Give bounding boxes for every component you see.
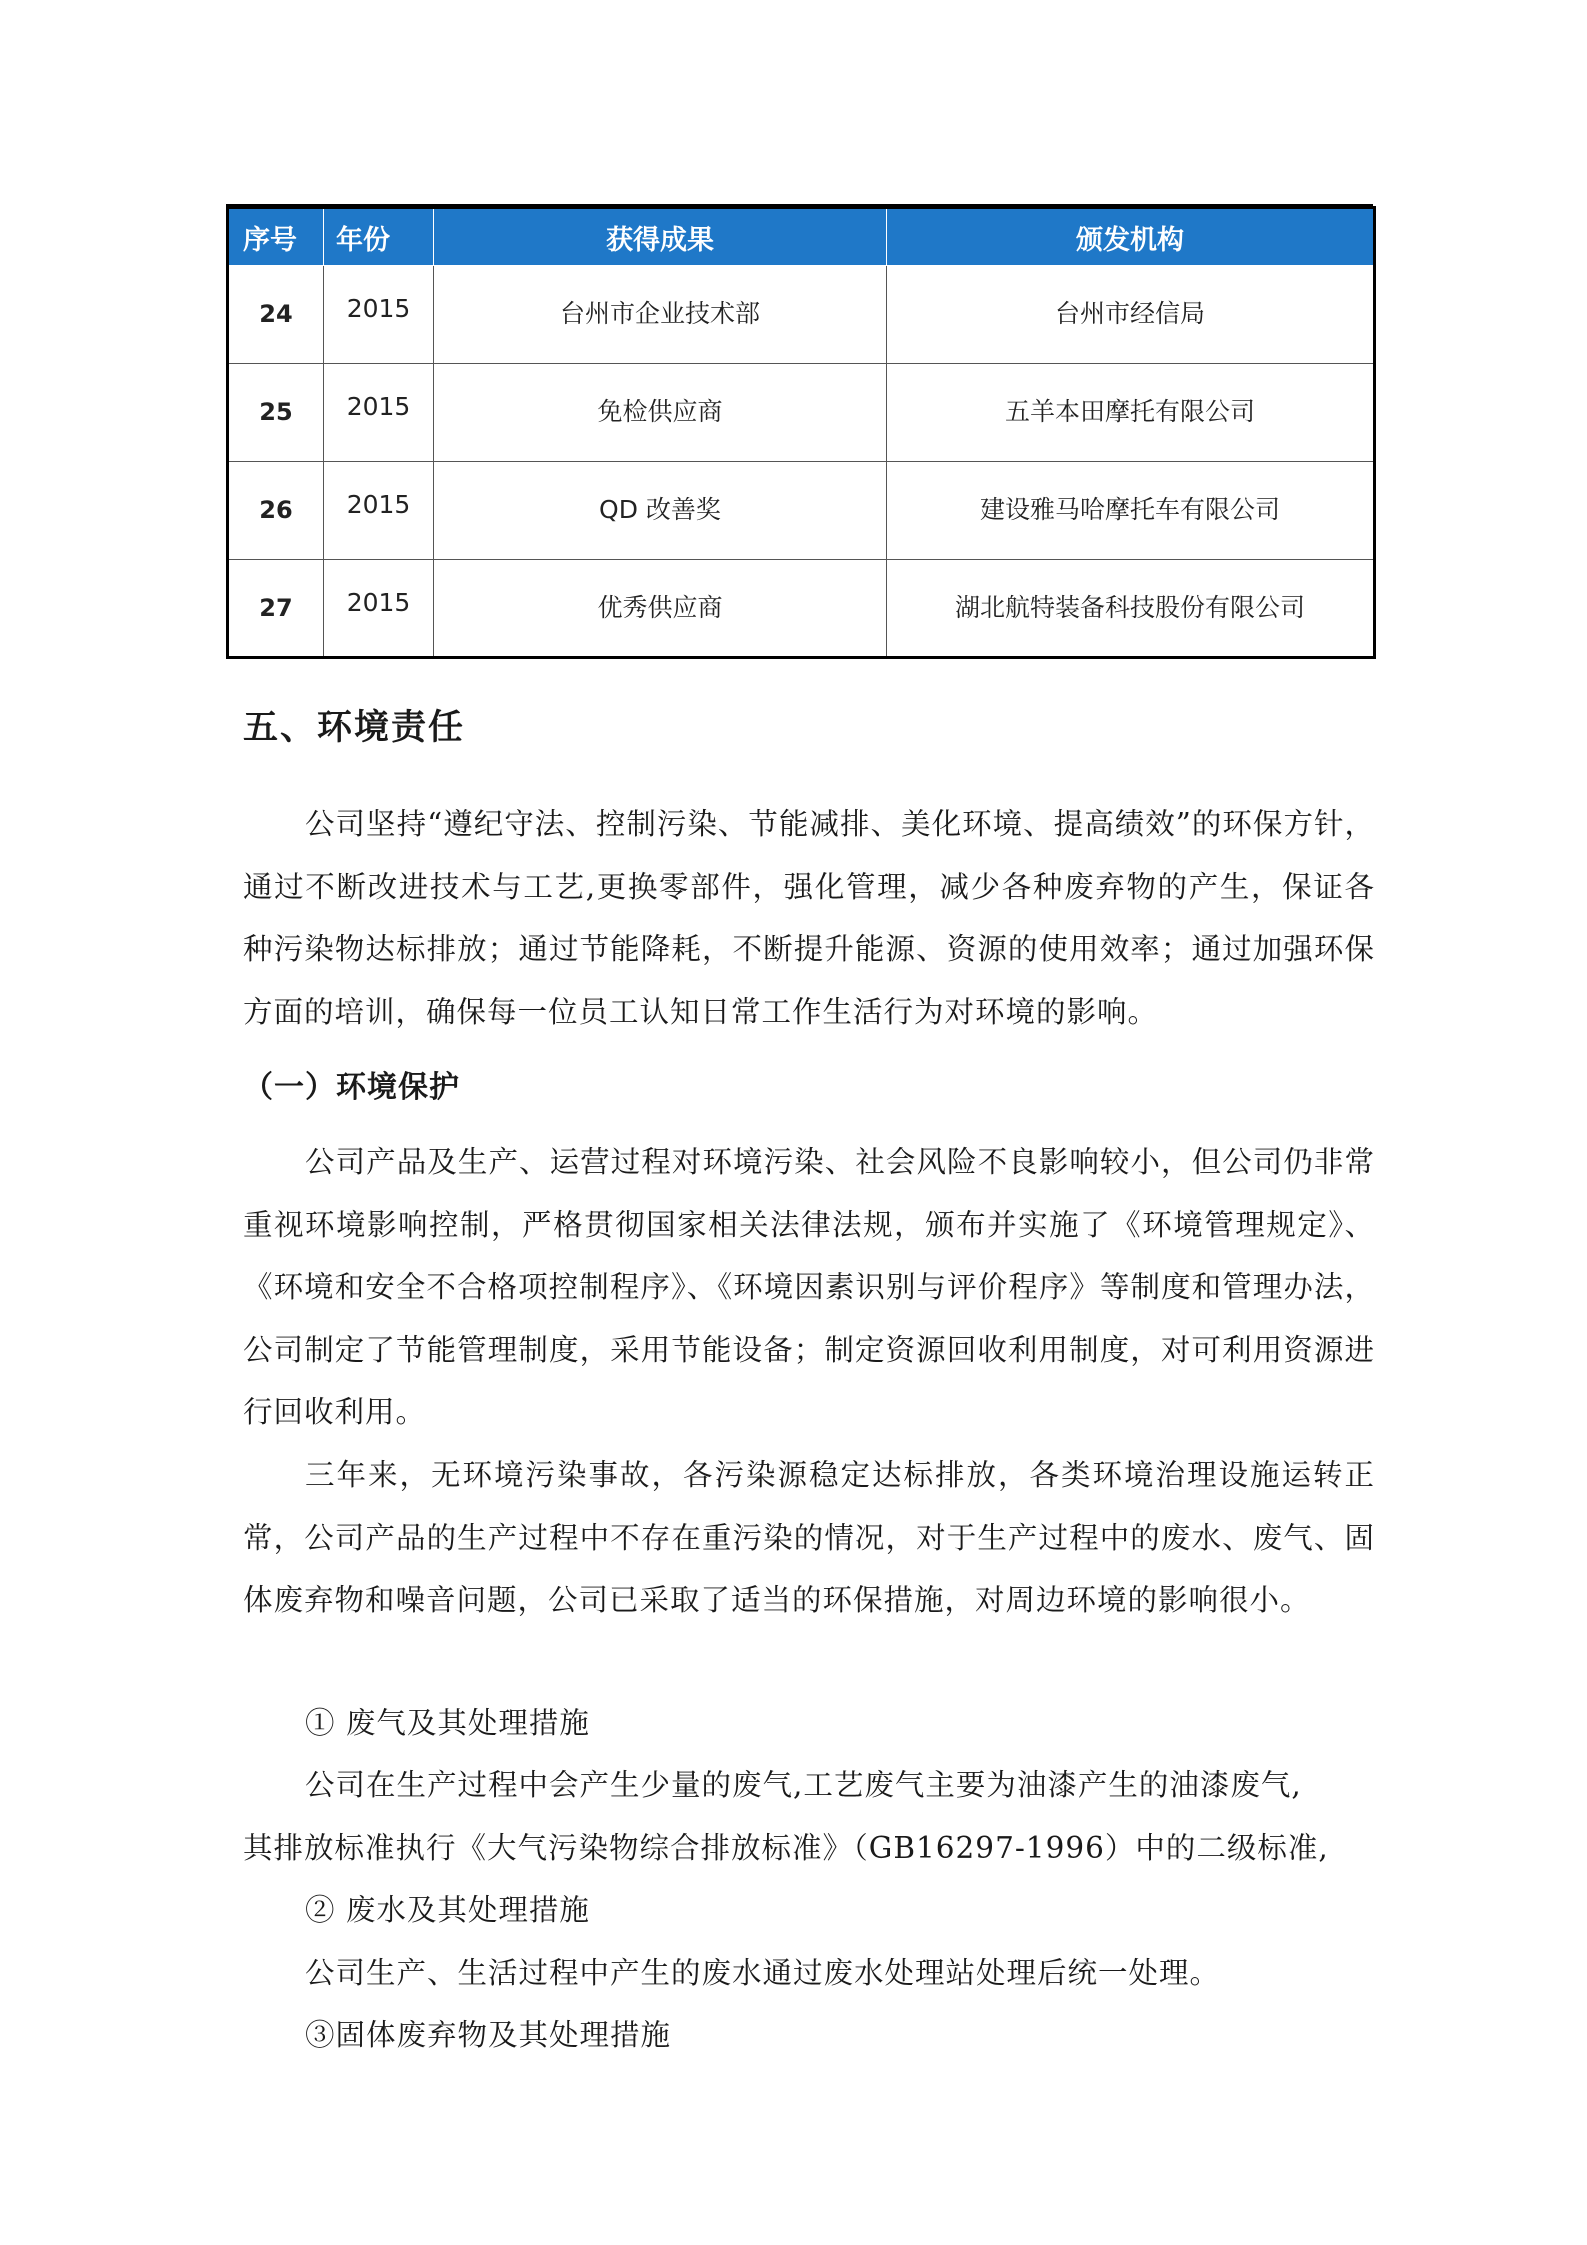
header-org: 颁发机构	[887, 208, 1375, 266]
subsection-title: （一）环境保护	[243, 1070, 460, 1105]
table-header-row	[228, 208, 1375, 266]
table-row	[228, 266, 1375, 364]
row-year: 2015	[324, 462, 434, 560]
row-no: 26	[228, 462, 324, 560]
item-exhaust-line-2: 其排放标准执行《大气污染物综合排放标准》（GB16297-1996）中的二级标准,	[243, 1831, 1329, 1865]
row-org: 建设雅马哈摩托车有限公司	[887, 462, 1375, 560]
header-year: 年份	[324, 208, 434, 266]
row-no: 27	[228, 560, 324, 658]
row-year: 2015	[324, 364, 434, 462]
row-org: 台州市经信局	[887, 266, 1375, 364]
header-result: 获得成果	[434, 208, 887, 266]
item-exhaust-line-1: 公司在生产过程中会产生少量的废气,工艺废气主要为油漆产生的油漆废气,	[305, 1768, 1302, 1802]
item-solid-waste-title: ③固体废弃物及其处理措施	[305, 2018, 672, 2052]
row-year: 2015	[324, 266, 434, 364]
intro-paragraph: 公司坚持“遵纪守法、控制污染、节能减排、美化环境、提高绩效”的环保方针，通过不断改进技术与工艺,更换零部件，强化管理，减少各种废弃物的产生，保证各种污染物达标排放；通过节能降耗，不断提升能源、资源的使用效率；通过加强环保方面的培训，确保每一位员工认知日常工作生活行为对环境的影响。	[243, 807, 1375, 1029]
table-row	[228, 560, 1375, 658]
item-wastewater-title: ② 废水及其处理措施	[305, 1893, 590, 1927]
protection-paragraph-1: 公司产品及生产、运营过程对环境污染、社会风险不良影响较小，但公司仍非常重视环境影响控制，严格贯彻国家相关法律法规，颁布并实施了《环境管理规定》、《环境和安全不合格项控制程序》、《环境因素识别与评价程序》等制度和管理办法，公司制定了节能管理制度，采用节能设备；制定资源回收利用制度，对可利用资源进行回收利用。	[243, 1145, 1375, 1429]
row-result: QD 改善奖	[434, 462, 887, 560]
row-result: 台州市企业技术部	[434, 266, 887, 364]
row-result: 免检供应商	[434, 364, 887, 462]
item-wastewater-text: 公司生产、生活过程中产生的废水通过废水处理站处理后统一处理。	[305, 1956, 1221, 1990]
table-row	[228, 462, 1375, 560]
row-no: 24	[228, 266, 324, 364]
protection-paragraph-2: 三年来，无环境污染事故，各污染源稳定达标排放，各类环境治理设施运转正常，公司产品的生产过程中不存在重污染的情况，对于生产过程中的废水、废气、固体废弃物和噪音问题，公司已采取了适当的环保措施，对周边环境的影响很小。	[243, 1458, 1375, 1617]
header-no: 序号	[228, 208, 324, 266]
section-title: 五、环境责任	[243, 707, 466, 748]
row-no: 25	[228, 364, 324, 462]
row-year: 2015	[324, 560, 434, 658]
row-org: 五羊本田摩托有限公司	[887, 364, 1375, 462]
item-exhaust-title: ① 废气及其处理措施	[305, 1706, 590, 1740]
table-row	[228, 364, 1375, 462]
row-org: 湖北航特装备科技股份有限公司	[887, 560, 1375, 658]
row-result: 优秀供应商	[434, 560, 887, 658]
awards-table	[226, 206, 1376, 659]
